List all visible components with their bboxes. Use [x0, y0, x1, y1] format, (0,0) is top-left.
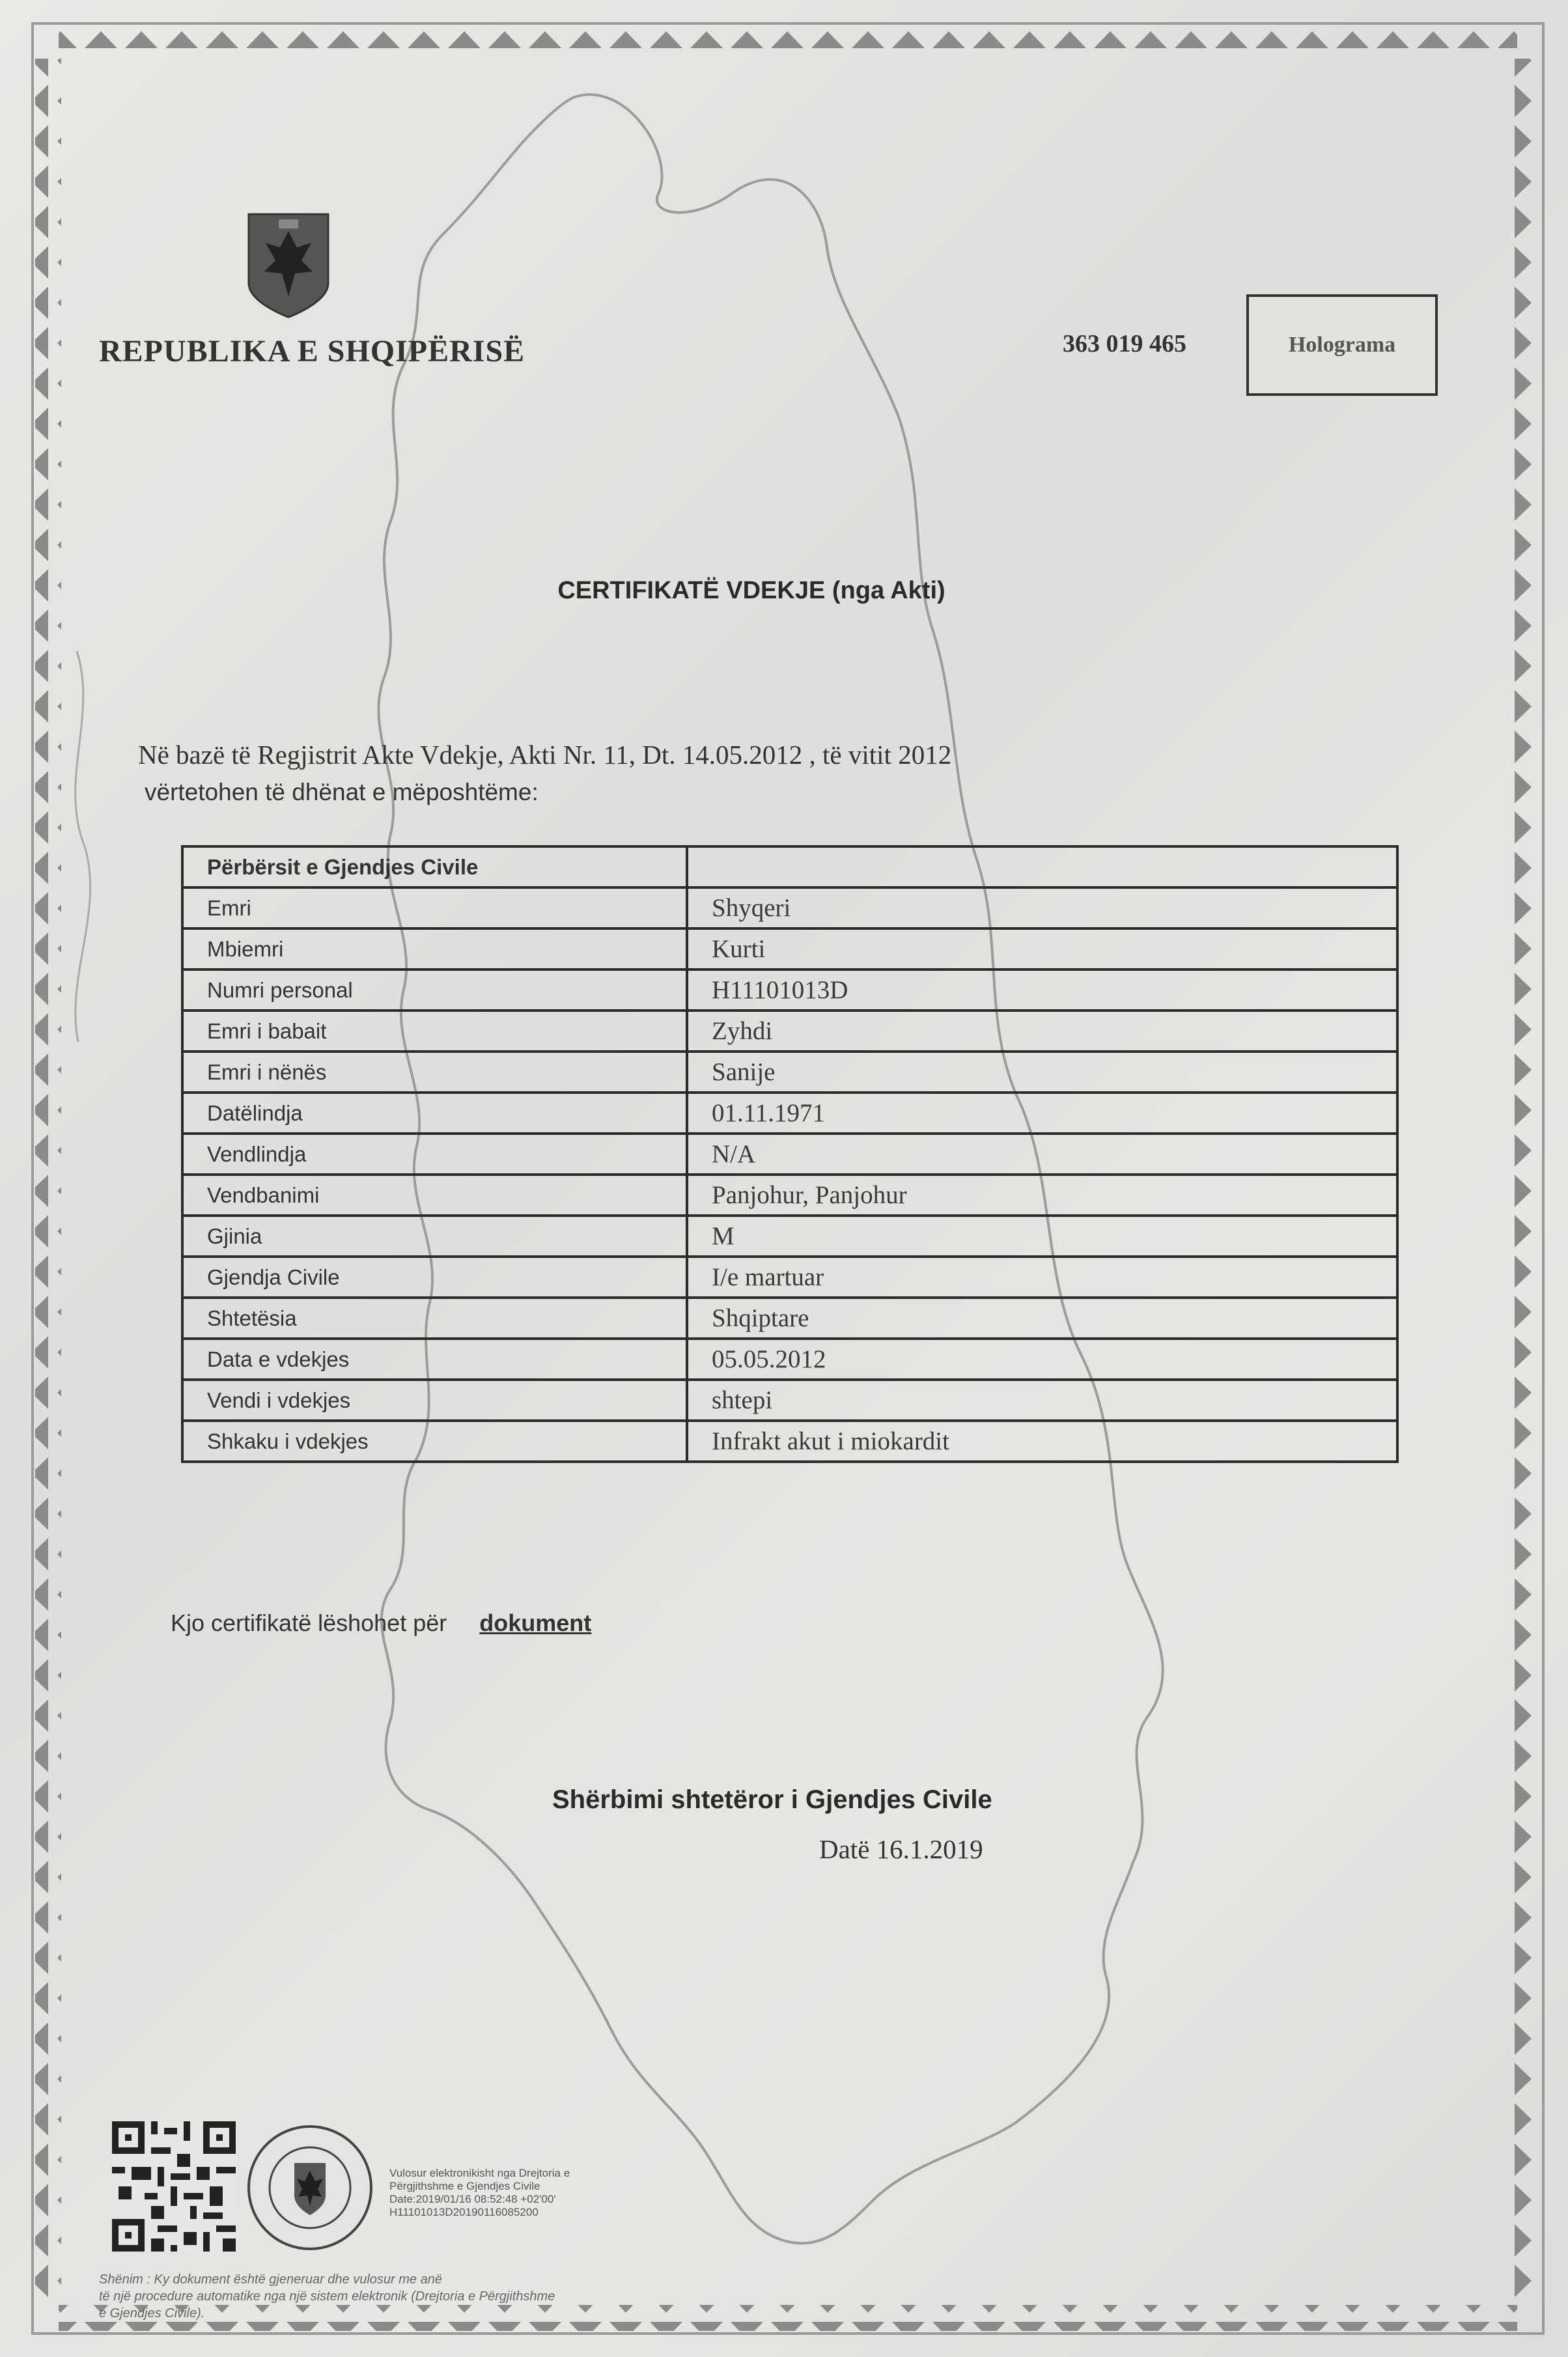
intro-line-1: Në bazë të Regjistrit Akte Vdekje, Akti Nr. 11, Dt. 14.05.2012 , të vitit 2012 [138, 740, 952, 770]
table-row [182, 1257, 1397, 1298]
row-label: Vendbanimi [182, 1175, 687, 1216]
coat-of-arms-emblem [246, 212, 331, 319]
row-value: Infrakt akut i miokardit [687, 1421, 1397, 1462]
table-header-value [687, 846, 1397, 887]
row-label: Vendlindja [182, 1134, 687, 1175]
row-label: Datëlindja [182, 1093, 687, 1134]
stamp-line: Date:2019/01/16 08:52:48 +02'00' [389, 2193, 556, 2205]
document-title: CERTIFIKATË VDEKJE (nga Akti) [557, 577, 945, 604]
row-value: N/A [687, 1134, 1397, 1175]
table-row [182, 1339, 1397, 1380]
note-line: të një procedure automatike nga një sistem elektronik (Drejtoria e Përgjithshme [99, 2289, 555, 2304]
row-label: Vendi i vdekjes [182, 1380, 687, 1421]
table-row [182, 1380, 1397, 1421]
stamp-line: Vulosur elektronikisht nga Drejtoria e [389, 2167, 570, 2179]
row-value: Shyqeri [687, 887, 1397, 928]
table-header-label: Përbërsit e Gjendjes Civile [182, 846, 687, 887]
issue-date: Datë 16.1.2019 [819, 1834, 983, 1864]
table-row [182, 1421, 1397, 1462]
row-value: shtepi [687, 1380, 1397, 1421]
country-name: REPUBLIKA E SHQIPËRISË [99, 334, 525, 369]
row-value: Panjohur, Panjohur [687, 1175, 1397, 1216]
footer-note [99, 2271, 945, 2322]
document-title-row [0, 577, 1568, 605]
intro-line-2: vërtetohen të dhënat e mëposhtëme: [145, 779, 539, 805]
row-value: I/e martuar [687, 1257, 1397, 1298]
row-label: Gjendja Civile [182, 1257, 687, 1298]
row-label: Emri i babait [182, 1011, 687, 1052]
service-name: Shërbimi shtetëror i Gjendjes Civile [552, 1785, 992, 1814]
row-label: Shtetësia [182, 1298, 687, 1339]
stamp-line: H11101013D20190116085200 [389, 2206, 539, 2218]
row-value: 05.05.2012 [687, 1339, 1397, 1380]
row-label: Numri personal [182, 969, 687, 1011]
hologram-box [1246, 294, 1438, 396]
table-row [182, 1216, 1397, 1257]
issued-for-value: dokument [479, 1610, 592, 1636]
qr-code [112, 2121, 236, 2252]
table-row [182, 969, 1397, 1011]
issued-for-line [171, 1610, 591, 1637]
table-row [182, 887, 1397, 928]
table-header-row [182, 846, 1397, 887]
row-label: Gjinia [182, 1216, 687, 1257]
note-line: Shënim : Ky dokument është gjeneruar dhe vulosur me anë [99, 2272, 442, 2287]
row-value: Shqiptare [687, 1298, 1397, 1339]
table-row [182, 1052, 1397, 1093]
table-row [182, 1175, 1397, 1216]
table-row [182, 1134, 1397, 1175]
note-line: e Gjendjes Civile). [99, 2306, 205, 2321]
row-label: Data e vdekjes [182, 1339, 687, 1380]
row-label: Shkaku i vdekjes [182, 1421, 687, 1462]
row-label: Mbiemri [182, 928, 687, 969]
row-value: Zyhdi [687, 1011, 1397, 1052]
row-label: Emri [182, 887, 687, 928]
issued-for-text: Kjo certifikatë lëshohet për [171, 1610, 447, 1636]
serial-number: 363 019 465 [1063, 330, 1186, 357]
row-value: H11101013D [687, 969, 1397, 1011]
row-label: Emri i nënës [182, 1052, 687, 1093]
table-row [182, 928, 1397, 969]
stamp-line: Përgjithshme e Gjendjes Civile [389, 2180, 540, 2192]
official-seal [246, 2124, 374, 2252]
row-value: Sanije [687, 1052, 1397, 1093]
table-row [182, 1011, 1397, 1052]
row-value: M [687, 1216, 1397, 1257]
table-row [182, 1298, 1397, 1339]
electronic-stamp-text [389, 2167, 570, 2219]
row-value: 01.11.1971 [687, 1093, 1397, 1134]
civil-status-table [181, 845, 1399, 1463]
hologram-label: Holograma [1288, 333, 1396, 357]
row-value: Kurti [687, 928, 1397, 969]
table-row [182, 1093, 1397, 1134]
